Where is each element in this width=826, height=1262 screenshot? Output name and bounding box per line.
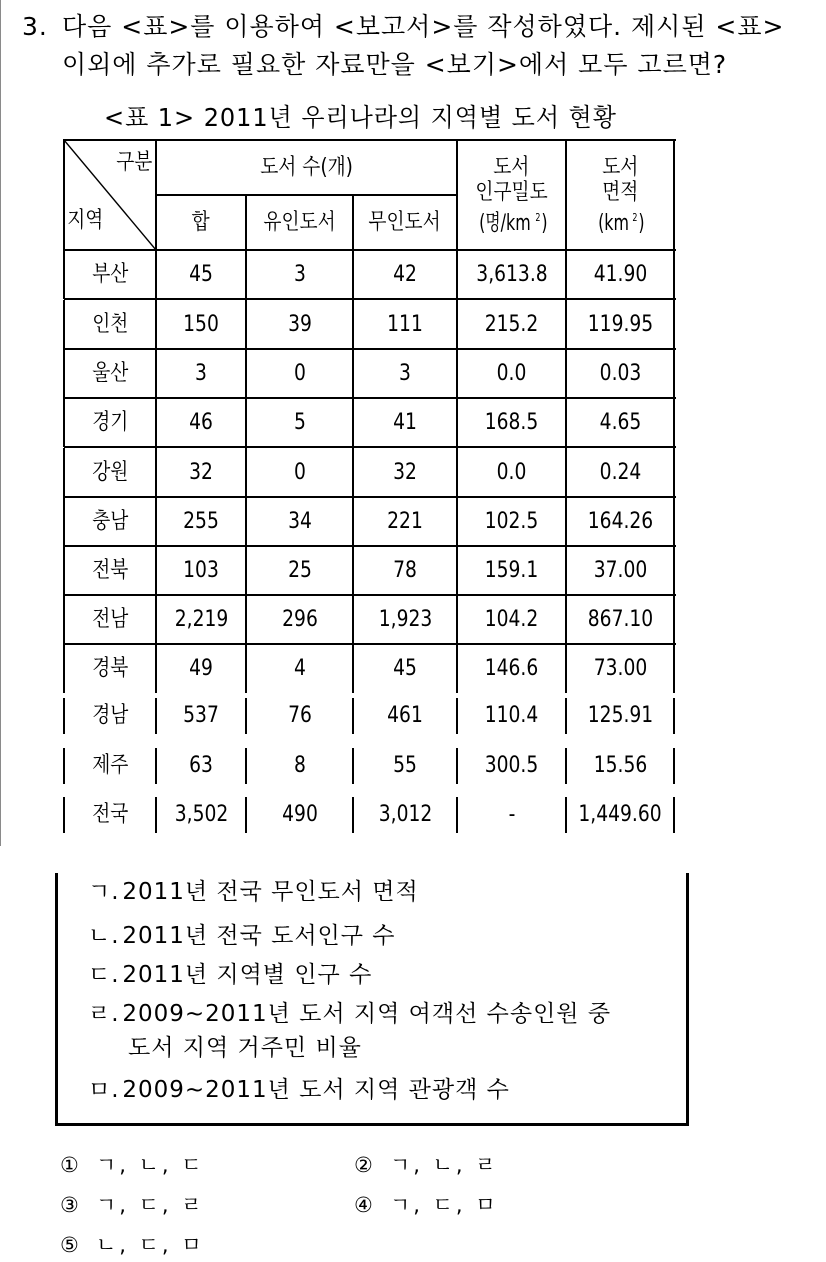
question-stem — [22, 8, 812, 84]
area-cell: 15.56 — [593, 753, 647, 778]
uninhabited-cell: 1,923 — [378, 606, 432, 632]
region-cell: 제주 — [91, 753, 129, 778]
bogi-item-mieum — [88, 1073, 510, 1107]
table-title: <표 1> 2011년 우리나라의 지역별 도서 현황 — [104, 103, 617, 132]
inhabited-cell: 4 — [293, 655, 306, 681]
inhabited-cell: 8 — [293, 753, 306, 778]
total-cell: 49 — [189, 655, 213, 681]
uninhabited-cell: 55 — [393, 753, 417, 778]
choice-text: ㄱ, ㄴ, ㄷ — [96, 1153, 205, 1177]
bogi-item-digeut — [88, 958, 372, 992]
area-cell: 1,449.60 — [578, 802, 662, 827]
inhabited-cell: 39 — [287, 311, 312, 337]
bogi-text: 2011년 전국 도서인구 수 — [122, 923, 396, 949]
density-cell: 3,613.8 — [475, 261, 548, 287]
inhabited-cell: 296 — [281, 606, 318, 632]
region-cell: 부산 — [91, 261, 129, 287]
question-number: 3. — [22, 12, 48, 41]
uninhabited-cell: 461 — [387, 703, 423, 728]
region-cell: 전북 — [91, 557, 129, 583]
bogi-text: 2011년 전국 무인도서 면적 — [122, 879, 419, 905]
uninhabited-cell: 78 — [393, 557, 417, 583]
inhabited-cell: 5 — [293, 409, 306, 435]
inhabited-cell: 0 — [293, 459, 306, 485]
area-cell: 125.91 — [587, 703, 653, 728]
region-cell: 경북 — [91, 655, 129, 681]
area-cell: 867.10 — [587, 606, 653, 632]
bogi-marker: ㄱ. — [88, 879, 120, 905]
density-cell: 102.5 — [484, 508, 539, 534]
density-cell: 0.0 — [496, 360, 527, 386]
total-cell: 46 — [189, 409, 213, 435]
uninhabited-cell: 111 — [387, 311, 423, 337]
choice-3[interactable] — [60, 1190, 205, 1220]
choice-text: ㄱ, ㄷ, ㅁ — [390, 1193, 499, 1217]
question-line-1: 다음 <표>를 이용하여 <보고서>를 작성하였다. 제시된 <표> — [62, 12, 785, 41]
region-cell: 전국 — [91, 802, 129, 827]
uninhabited-cell: 32 — [393, 459, 417, 485]
region-cell: 충남 — [91, 508, 129, 534]
bogi-marker: ㄷ. — [88, 962, 120, 988]
density-cell: 104.2 — [484, 606, 539, 632]
density-cell: 168.5 — [484, 409, 539, 435]
area-cell: 37.00 — [593, 557, 647, 583]
region-cell: 경남 — [91, 703, 129, 728]
bogi-item-nieun — [88, 919, 396, 953]
area-cell: 0.24 — [599, 459, 641, 485]
uninhabited-cell: 3,012 — [378, 802, 432, 827]
area-cell: 41.90 — [593, 261, 647, 287]
region-cell: 전남 — [91, 606, 129, 632]
bogi-text-continuation: 도서 지역 거주민 비율 — [128, 1035, 362, 1061]
bogi-text: 2009~2011년 도서 지역 관광객 수 — [122, 1077, 510, 1103]
area-cell: 119.95 — [587, 311, 653, 337]
choice-text: ㄱ, ㄷ, ㄹ — [96, 1193, 205, 1217]
choice-number: ① — [60, 1153, 79, 1177]
density-cell: 300.5 — [484, 753, 539, 778]
header-population-density: 도서 인구밀도 (명/km 2) — [475, 154, 548, 236]
choice-1[interactable] — [60, 1150, 205, 1180]
choice-number: ⑤ — [60, 1233, 79, 1257]
bogi-text: 2011년 지역별 인구 수 — [122, 962, 373, 988]
inhabited-cell: 76 — [287, 703, 312, 728]
total-cell: 150 — [183, 311, 219, 337]
uninhabited-cell: 45 — [393, 655, 417, 681]
bogi-box — [55, 873, 689, 1126]
choice-text: ㄱ, ㄴ, ㄹ — [390, 1153, 499, 1177]
bogi-marker: ㄹ. — [88, 1001, 120, 1027]
region-cell: 강원 — [91, 459, 129, 485]
choice-4[interactable] — [354, 1190, 499, 1220]
corner-label-category: 구분 — [116, 150, 153, 175]
subheader-cell: 합 — [191, 209, 211, 235]
total-cell: 63 — [189, 753, 213, 778]
density-cell: 215.2 — [484, 311, 539, 337]
area-cell: 0.03 — [599, 360, 641, 386]
density-cell: 146.6 — [484, 655, 539, 681]
total-cell: 45 — [189, 261, 213, 287]
area-cell: 73.00 — [593, 655, 647, 681]
subheader-cell: 무인도서 — [368, 209, 442, 235]
page-margin-rule — [0, 0, 1, 846]
density-cell: 0.0 — [496, 459, 527, 485]
region-cell: 울산 — [91, 360, 129, 386]
uninhabited-cell: 41 — [393, 409, 417, 435]
inhabited-cell: 0 — [293, 360, 306, 386]
uninhabited-cell: 3 — [399, 360, 411, 386]
inhabited-cell: 490 — [281, 802, 318, 827]
choice-number: ③ — [60, 1193, 79, 1217]
total-cell: 103 — [183, 557, 219, 583]
total-cell: 3 — [195, 360, 207, 386]
bogi-marker: ㅁ. — [88, 1077, 120, 1103]
choice-2[interactable] — [354, 1150, 499, 1180]
total-cell: 2,219 — [174, 606, 228, 632]
area-cell: 164.26 — [587, 508, 653, 534]
total-cell: 255 — [183, 508, 219, 534]
corner-label-region: 지역 — [67, 208, 104, 233]
subheader-cell: 유인도서 — [263, 209, 336, 235]
uninhabited-cell: 42 — [393, 261, 417, 287]
total-cell: 3,502 — [174, 802, 228, 827]
choice-number: ④ — [354, 1193, 373, 1217]
total-cell: 537 — [183, 703, 219, 728]
area-cell: 4.65 — [599, 409, 641, 435]
inhabited-cell: 3 — [293, 261, 306, 287]
density-cell: 159.1 — [484, 557, 539, 583]
region-cell: 인천 — [91, 311, 129, 337]
region-cell: 경기 — [91, 409, 129, 435]
bogi-marker: ㄴ. — [88, 923, 120, 949]
density-cell: 110.4 — [484, 703, 539, 728]
header-island-count: 도서 수(개) — [260, 154, 353, 180]
question-line-2: 이외에 추가로 필요한 자료만을 <보기>에서 모두 고르면? — [62, 50, 728, 79]
choice-5[interactable] — [60, 1230, 205, 1260]
uninhabited-cell: 221 — [387, 508, 423, 534]
total-cell: 32 — [189, 459, 213, 485]
choice-number: ② — [354, 1153, 373, 1177]
choice-text: ㄴ, ㄷ, ㅁ — [96, 1233, 205, 1257]
density-cell: - — [508, 802, 515, 827]
bogi-item-giyeok — [88, 875, 419, 909]
header-island-area: 도서 면적 (km 2) — [597, 154, 645, 236]
inhabited-cell: 34 — [287, 508, 312, 534]
bogi-item-rieul — [88, 997, 611, 1065]
bogi-text: 2009~2011년 도서 지역 여객선 수송인원 중 — [122, 1001, 612, 1027]
inhabited-cell: 25 — [287, 557, 312, 583]
